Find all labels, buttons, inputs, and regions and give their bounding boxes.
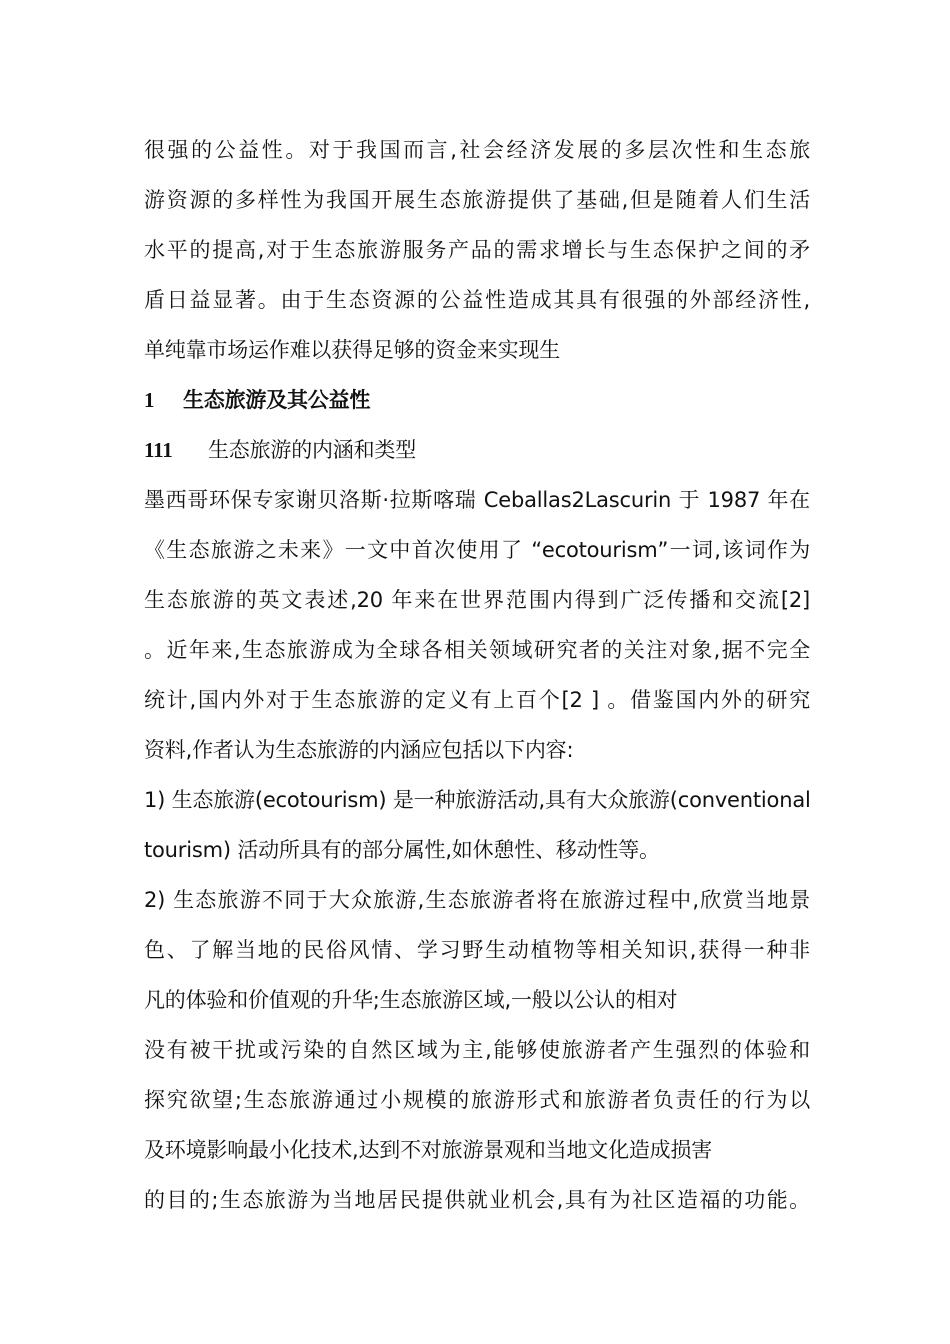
list-item-2-line: 及环境影响最小化技术,达到不对旅游景观和当地文化造成损害 (144, 1138, 713, 1162)
paragraph-line: 。近年来,生态旅游成为全球各相关领域研究者的关注对象,据不完全 (144, 638, 810, 662)
subsection-title: 生态旅游的内涵和类型 (208, 438, 416, 462)
list-item-2-line: 的目的;生态旅游为当地居民提供就业机会,具有为社区造福的功能。 (144, 1188, 810, 1212)
list-item-2-line: 色、了解当地的民俗风情、学习野生动植物等相关知识,获得一种非 (144, 938, 810, 962)
paragraph-line: 游资源的多样性为我国开展生态旅游提供了基础,但是随着人们生活 (144, 188, 810, 212)
list-item-1-line: 1) 生态旅游(ecotourism) 是一种旅游活动,具有大众旅游(conventional (144, 788, 811, 812)
section-heading-1 (144, 375, 810, 425)
paragraph-line: 水平的提高,对于生态旅游服务产品的需求增长与生态保护之间的矛 (144, 238, 810, 262)
paragraph-line: 生态旅游的英文表述,20 年来在世界范围内得到广泛传播和交流[2] (144, 588, 810, 612)
list-item-2-line: 凡的体验和价值观的升华;生态旅游区域,一般以公认的相对 (144, 988, 678, 1012)
list-item-1-line: tourism) 活动所具有的部分属性,如休憩性、移动性等。 (144, 838, 660, 862)
paragraph-line: 统计,国内外对于生态旅游的定义有上百个[2 ] 。借鉴国内外的研究 (144, 688, 810, 712)
list-item-2-line: 探究欲望;生态旅游通过小规模的旅游形式和旅游者负责任的行为以 (144, 1088, 810, 1112)
paragraph-line: 资料,作者认为生态旅游的内涵应包括以下内容: (144, 738, 574, 762)
paragraph-line: 盾日益显著。由于生态资源的公益性造成其具有很强的外部经济性, (144, 288, 810, 312)
paragraph-line: 单纯靠市场运作难以获得足够的资金来实现生 (144, 338, 560, 362)
section-title: 生态旅游及其公益性 (183, 388, 371, 412)
paragraph-line: 墨西哥环保专家谢贝洛斯·拉斯喀瑞 Ceballas2Lascurin 于 1987 年在 (144, 488, 810, 512)
section-number: 1 (144, 388, 155, 412)
document-page (144, 125, 810, 1225)
paragraph-line: 很强的公益性。对于我国而言,社会经济发展的多层次性和生态旅 (144, 138, 810, 162)
list-item-2-line: 2) 生态旅游不同于大众旅游,生态旅游者将在旅游过程中,欣赏当地景 (144, 888, 810, 912)
subsection-heading-1-1 (144, 425, 810, 475)
list-item-2-line: 没有被干扰或污染的自然区域为主,能够使旅游者产生强烈的体验和 (144, 1038, 810, 1062)
paragraph-line: 《生态旅游之未来》一文中首次使用了 “ecotourism”一词,该词作为 (144, 538, 810, 562)
subsection-number: 111 (144, 438, 173, 462)
